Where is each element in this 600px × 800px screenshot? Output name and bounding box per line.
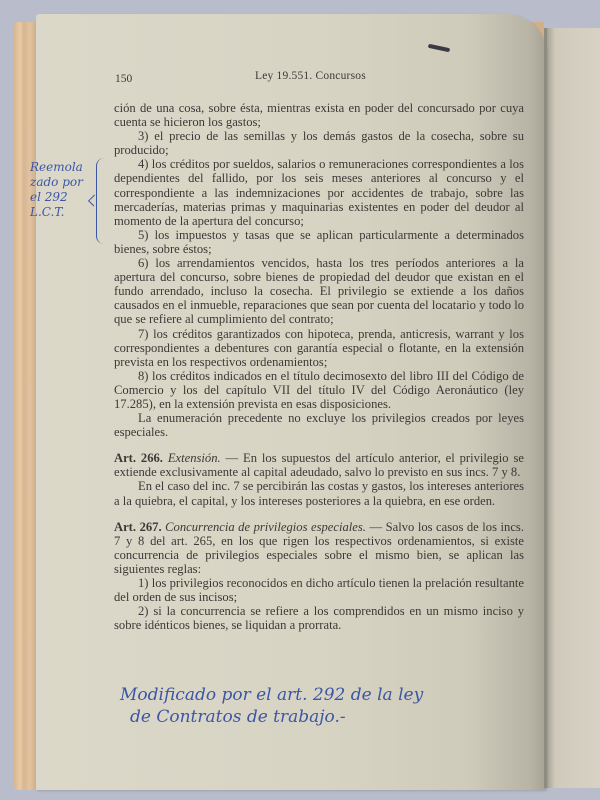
article-266-para-2: En el caso del inc. 7 se percibirán las costas y gastos, los intereses anteriores a la quiebra, el capital, y los intereses posteriores a la quiebra, en ese orden. bbox=[114, 479, 524, 508]
book-spine bbox=[544, 28, 547, 788]
handwritten-bottom-note bbox=[120, 684, 540, 728]
margin-note-line: zado por bbox=[30, 175, 83, 189]
article-266 bbox=[114, 451, 524, 479]
bottom-note-line: de Contratos de trabajo.- bbox=[130, 707, 346, 727]
margin-note-line: L.C.T. bbox=[30, 205, 65, 219]
article-267 bbox=[114, 520, 524, 576]
item-5: 5) los impuestos y tasas que se aplican particularmente a determinados bienes, sobre éstos; bbox=[114, 227, 524, 256]
item-7: 7) los créditos garantizados con hipoteca, prenda, anticresis, warrant y los correspondientes a debentures con garantía especial o flotante, en la extensión prevista en los respectivos ordenamientos; bbox=[114, 326, 524, 369]
enumeration-note: La enumeración precedente no excluye los privilegios creados por leyes especiales. bbox=[114, 411, 524, 440]
item-8: 8) los créditos indicados en el título decimosexto del libro III del Código de Comercio y los del capítulo VII del título IV del Código Aeronáutico (ley 17.285), en la extensión prevista en esas disposiciones. bbox=[114, 368, 524, 411]
item-6: 6) los arrendamientos vencidos, hasta los tres períodos anteriores a la apertura del concurso, sobre bienes de propiedad del deudor que existan en el fundo arrendado, incluso la cosecha. El privilegio se extiende a los daños causados en el inmueble, reparaciones que sean por cuenta del locatario y todo lo que se refiere al cumplimiento del contrato; bbox=[114, 256, 524, 327]
page-header bbox=[115, 70, 505, 86]
rule-2: 2) si la concurrencia se refiere a los comprendidos en un mismo inciso y sobre idénticos bienes, se liquidan a prorrata. bbox=[114, 604, 524, 633]
page-number: 150 bbox=[115, 73, 133, 85]
article-text: — En los supuestos del artículo anterior, el privilegio se extiende exclusivamente al capital adeudado, salvo lo previsto en sus incs. 7 y 8. bbox=[114, 451, 524, 480]
margin-note-line: Reemola bbox=[30, 160, 83, 174]
rule-1: 1) los privilegios reconocidos en dicho artículo tienen la prelación resultante del orden de sus incisos; bbox=[114, 576, 524, 605]
article-title: Extensión. bbox=[167, 451, 221, 466]
running-head: Ley 19.551. Concursos bbox=[255, 70, 366, 82]
article-text: — Salvo los casos de los incs. 7 y 8 del art. 265, en los que rigen los respectivos ordenamientos, si existe concurrencia de privilegios especiales sobre el mismo bien, se aplican las siguientes reglas: bbox=[114, 519, 524, 576]
article-number: Art. 267. bbox=[114, 519, 162, 534]
page-body bbox=[114, 101, 524, 632]
item-4: 4) los créditos por sueldos, salarios o remuneraciones correspondientes a los dependientes del fallido, por los seis meses anteriores al concurso y el correspondiente a las indemnizaciones por accidentes de trabajo, sobre las mercaderías, materias primas y maquinarias existentes en poder del deudor al momento de la apertura del concurso; bbox=[114, 157, 524, 228]
paragraph-continuation: ción de una cosa, sobre ésta, mientras exista en poder del concursado por cuya cuenta se hicieron los gastos; bbox=[114, 101, 524, 130]
item-3: 3) el precio de las semillas y los demás gastos de la cosecha, sobre su producido; bbox=[114, 129, 524, 158]
article-title: Concurrencia de privilegios especiales. bbox=[165, 519, 366, 534]
article-number: Art. 266. bbox=[114, 451, 163, 466]
margin-note-line: el 292 bbox=[30, 190, 68, 204]
handwritten-margin-note bbox=[30, 160, 100, 220]
bottom-note-line: Modificado por el art. 292 de la ley bbox=[120, 685, 424, 705]
facing-page bbox=[546, 28, 600, 788]
